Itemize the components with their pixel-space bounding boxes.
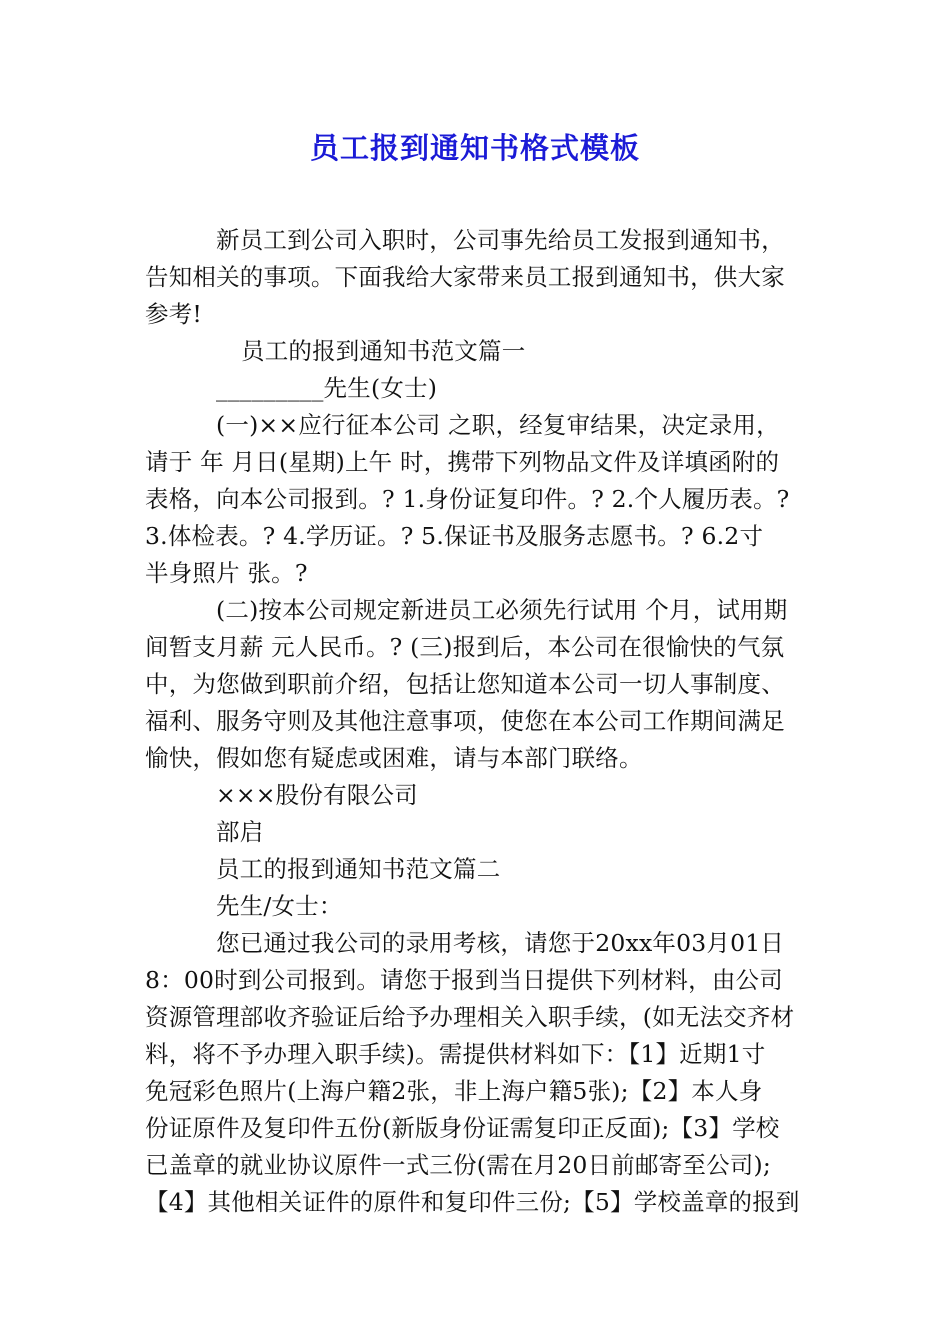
body-line: 请于 年 月日(星期)上午 时，携带下列物品文件及详填函附的 xyxy=(145,448,780,476)
body-line: 部启 xyxy=(216,818,264,846)
body-line: 资源管理部收齐验证后给予办理相关入职手续，(如无法交齐材 xyxy=(145,1003,795,1031)
body-line: 3.体检表。? 4.学历证。? 5.保证书及服务志愿书。? 6.2寸 xyxy=(145,522,764,550)
body-line: 表格，向本公司报到。? 1.身份证复印件。? 2.个人履历表。? xyxy=(145,485,790,513)
body-line: 份证原件及复印件五份(新版身份证需复印正反面);【3】学校 xyxy=(145,1114,780,1142)
body-line: 中，为您做到职前介绍，包括让您知道本公司一切人事制度、 xyxy=(145,670,785,698)
body-line: 免冠彩色照片(上海户籍2张，非上海户籍5张);【2】本人身 xyxy=(145,1077,763,1105)
body-line: 新员工到公司入职时，公司事先给员工发报到通知书， xyxy=(216,226,785,254)
body-line: 料，将不予办理入职手续)。需提供材料如下：【1】近期1寸 xyxy=(145,1040,766,1068)
body-line: 间暂支月薪 元人民币。? (三)报到后，本公司在很愉快的气氛 xyxy=(145,633,785,661)
body-line: 告知相关的事项。下面我给大家带来员工报到通知书，供大家 xyxy=(145,263,785,291)
body-line: (一)××应行征本公司 之职，经复审结果，决定录用， xyxy=(216,411,780,439)
body-line: 员工的报到通知书范文篇二 xyxy=(216,855,501,883)
body-line: 您已通过我公司的录用考核，请您于20xx年03月01日 xyxy=(216,929,785,957)
body-line: 参考! xyxy=(145,300,203,328)
document-title: 员工报到通知书格式模板 xyxy=(309,131,640,165)
body-line: 已盖章的就业协议原件一式三份(需在月20日前邮寄至公司); xyxy=(145,1151,771,1179)
body-line: 员工的报到通知书范文篇一 xyxy=(241,337,526,365)
body-line: 8：00时到公司报到。请您于报到当日提供下列材料，由公司 xyxy=(145,966,783,994)
body-line: (二)按本公司规定新进员工必须先行试用 个月，试用期 xyxy=(216,596,788,624)
body-line: 半身照片 张。? xyxy=(145,559,308,587)
body-line: _________先生(女士) xyxy=(216,374,438,402)
document-body xyxy=(145,222,810,1221)
body-line: 愉快，假如您有疑虑或困难，请与本部门联络。 xyxy=(145,744,643,772)
body-line: 福利、服务守则及其他注意事项，使您在本公司工作期间满足 xyxy=(145,707,785,735)
body-line: 先生/女士： xyxy=(216,892,343,920)
body-line: 【4】其他相关证件的原件和复印件三份;【5】学校盖章的报到 xyxy=(145,1188,800,1216)
body-line: ×××股份有限公司 xyxy=(216,781,418,809)
